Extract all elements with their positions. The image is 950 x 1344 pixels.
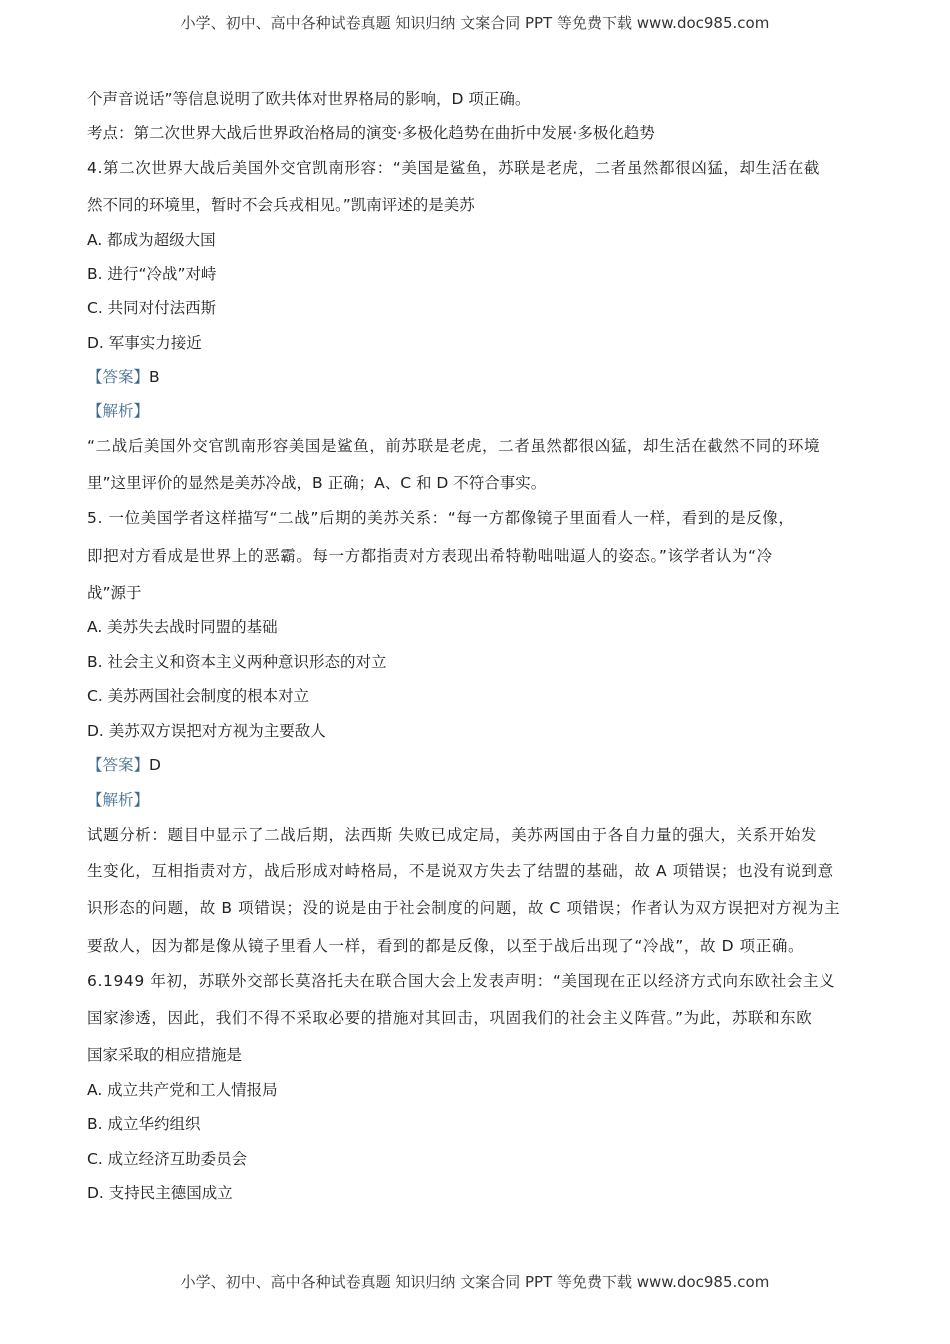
option-a: A. 都成为超级大国 — [87, 231, 216, 249]
explanation-text: 试题分析：题目中显示了二战后期，法西斯 失败已成定局，美苏两国由于各自力量的强大，关系开始发 — [87, 826, 818, 844]
option-c: C. 共同对付法西斯 — [87, 299, 217, 317]
option-d: D. 美苏双方误把对方视为主要敌人 — [87, 722, 326, 740]
question-6-stem: 国家采取的相应措施是 — [87, 1046, 243, 1064]
question-5-stem: 即把对方看成是世界上的恶霸。每一方都指责对方表现出希特勒咄咄逼人的姿态。”该学者认为“冷 — [87, 547, 773, 565]
explanation-text: 生变化，互相指责对方，战后形成对峙格局，不是说双方失去了结盟的基础，故 A 项错误；也没有说到意 — [87, 862, 834, 880]
question-4-stem: 然不同的环境里，暂时不会兵戎相见。”凯南评述的是美苏 — [87, 196, 475, 214]
answer-value: D — [149, 756, 161, 774]
question-5-stem: 5. 一位美国学者这样描写“二战”后期的美苏关系：“每一方都像镜子里面看人一样，看到的是反像， — [87, 509, 795, 527]
option-a: A. 成立共产党和工人情报局 — [87, 1081, 278, 1099]
option-b: B. 进行“冷战”对峙 — [87, 265, 217, 283]
page-footer: 小学、初中、高中各种试卷真题 知识归纳 文案合同 PPT 等免费下载 www.doc985.com — [180, 1273, 770, 1291]
text-line: 考点：第二次世界大战后世界政治格局的演变·多极化趋势在曲折中发展·多极化趋势 — [87, 124, 655, 142]
option-b: B. 成立华约组织 — [87, 1115, 201, 1133]
answer-tag: 【答案】 — [87, 368, 150, 386]
question-6-stem: 国家渗透，因此，我们不得不采取必要的措施对其回击，巩固我们的社会主义阵营。”为此，苏联和东欧 — [87, 1009, 813, 1027]
explanation-text: 要敌人，因为都是像从镜子里看人一样，看到的都是反像，以至于战后出现了“冷战”，故 D 项正确。 — [87, 937, 805, 955]
option-c: C. 成立经济互助委员会 — [87, 1150, 248, 1168]
option-b: B. 社会主义和资本主义两种意识形态的对立 — [87, 653, 387, 671]
option-d: D. 支持民主德国成立 — [87, 1184, 233, 1202]
page-header: 小学、初中、高中各种试卷真题 知识归纳 文案合同 PPT 等免费下载 www.doc985.com — [180, 14, 770, 32]
question-4-stem: 4.第二次世界大战后美国外交官凯南形容：“美国是鲨鱼，苏联是老虎，二者虽然都很凶猛，却生活在截 — [87, 159, 821, 177]
answer-value: B — [149, 368, 160, 386]
question-6-stem: 6.1949 年初，苏联外交部长莫洛托夫在联合国大会上发表声明：“美国现在正以经济方式向东欧社会主义 — [87, 972, 836, 990]
option-a: A. 美苏失去战时同盟的基础 — [87, 618, 278, 636]
answer-line — [87, 754, 161, 776]
text-line: 个声音说话”等信息说明了欧共体对世界格局的影响，D 项正确。 — [87, 90, 531, 108]
option-c: C. 美苏两国社会制度的根本对立 — [87, 687, 310, 705]
explanation-tag: 【解析】 — [87, 791, 150, 809]
answer-line — [87, 366, 160, 388]
question-5-stem: 战”源于 — [87, 584, 142, 602]
explanation-text: 里”这里评价的显然是美苏冷战，B 正确；A、C 和 D 不符合事实。 — [87, 474, 547, 492]
option-d: D. 军事实力接近 — [87, 334, 202, 352]
explanation-text: 识形态的问题，故 B 项错误；没的说是由于社会制度的问题，故 C 项错误；作者认为双方误把对方视为主 — [87, 899, 841, 917]
explanation-tag: 【解析】 — [87, 402, 150, 420]
answer-tag: 【答案】 — [87, 756, 150, 774]
explanation-text: “二战后美国外交官凯南形容美国是鲨鱼，前苏联是老虎，二者虽然都很凶猛，却生活在截然不同的环境 — [87, 437, 821, 455]
